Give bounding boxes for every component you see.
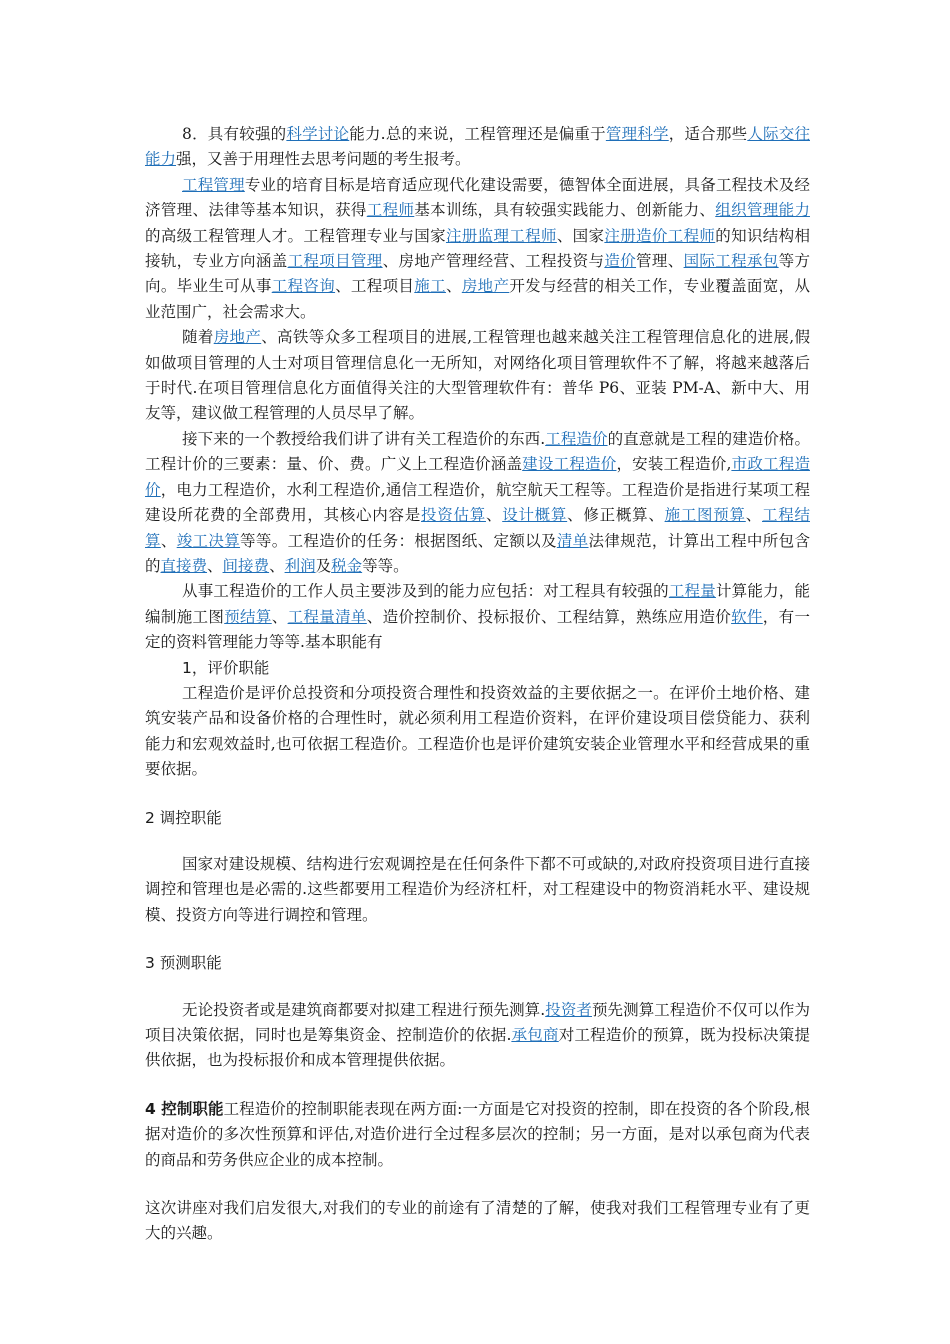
text-run: 的知识结构相接轨，专业方向涵盖	[145, 226, 810, 271]
text-run: 基本训练，具有较强实践能力、创新能力、	[414, 201, 716, 220]
text-run: 对工程造价的预算，既为投标决策提供依据，也为投标报价和成本管理提供依据。	[145, 1026, 810, 1070]
hyperlink[interactable]: 房地产	[461, 277, 510, 296]
text-run: 及	[315, 556, 332, 575]
hyperlink[interactable]: 建设工程造价	[522, 455, 617, 474]
text-run: 等方向。毕业生可从事	[145, 252, 810, 296]
hyperlink[interactable]: 预结算	[224, 607, 272, 626]
heading-regulation	[145, 806, 810, 831]
hyperlink[interactable]: 工程管理	[182, 175, 245, 194]
hyperlink[interactable]: 利润	[284, 556, 316, 575]
spacer	[145, 1074, 810, 1097]
text-run: 、	[485, 506, 503, 525]
spacer	[145, 977, 810, 998]
text-run: 无论投资者或是建筑商都要对拟建工程进行预先测算.	[182, 1000, 546, 1019]
section-label: 基本职能有	[304, 633, 383, 652]
paragraph-5	[145, 579, 810, 655]
paragraph-regulation	[145, 852, 810, 928]
text-run: 计算能力，能编制施工图	[145, 582, 810, 626]
hyperlink[interactable]: 工程师	[366, 201, 415, 220]
text-run: 、修正概算、	[567, 506, 665, 525]
text-run: 法律规范，计算出工程中所包含的	[145, 531, 810, 575]
spacer	[145, 831, 810, 852]
text-run: 工程造价是评价总投资和分项投资合理性和投资效益的主要依据之一。在评价土地价格、建筑安装产品和设备价格的合理性时，就必须利用工程造价资料，在评价建设项目偿贷能力、获利能力和宏观效益时,也可依据工程造价。工程造价也是评价建筑安装企业管理水平和经营成果的重要依据。	[145, 683, 810, 779]
hyperlink[interactable]: 税金	[331, 556, 363, 575]
spacer	[145, 928, 810, 951]
hyperlink[interactable]: 管理科学	[605, 125, 669, 143]
hyperlink[interactable]: 人际交往能力	[145, 125, 810, 169]
hyperlink[interactable]: 工程量	[668, 582, 716, 601]
text-run: 管理、	[636, 252, 684, 271]
text-run: 、	[745, 506, 763, 525]
text-run: ，安装工程造价,	[616, 455, 732, 474]
text-run: 预先测算工程造价不仅可以作为项目决策依据，同时也是筹集资金、控制造价的依据.	[145, 1000, 810, 1044]
section-label: 2 调控职能	[145, 808, 222, 827]
text-run: 、造价控制价、投标报价、工程结算，熟练应用造价	[366, 607, 732, 626]
hyperlink[interactable]: 造价	[604, 252, 637, 271]
heading-prediction	[145, 951, 810, 976]
text-run: 等等。	[362, 556, 409, 575]
hyperlink[interactable]: 工程咨询	[271, 277, 336, 296]
text-run: 、国家	[556, 226, 605, 245]
hyperlink[interactable]: 施工图预算	[664, 506, 746, 525]
section-label: 3 预测职能	[145, 954, 222, 973]
text-run: 开发与经营的相关工作，专业覆盖面宽，从业范围广，社会需求大。	[145, 277, 810, 321]
text-run: ，适合那些	[668, 125, 748, 143]
text-run: 从事工程造价的工作人员主要涉及到的能力应包括：对工程具有较强的	[182, 582, 669, 601]
paragraph-control	[145, 1097, 810, 1173]
hyperlink[interactable]: 工程项目管理	[287, 252, 383, 271]
hyperlink[interactable]: 工程造价	[545, 429, 608, 448]
document-body	[145, 122, 810, 1247]
text-run: 接下来的一个教授给我们讲了讲有关工程造价的东西.	[182, 429, 546, 448]
hyperlink[interactable]: 间接费	[222, 556, 270, 575]
heading-evaluation	[145, 656, 810, 681]
spacer	[145, 783, 810, 806]
paragraph-conclusion	[145, 1196, 810, 1247]
text-run: 、高铁等众多工程项目的进展,工程管理也越来越关注工程管理信息化的进展,假如做项目管理的人士对项目管理信息化一无所知，对网络化项目管理软件不了解，将越来越落后于时代.在项目管理信息化方面值得关注的大型管理软件有：普华 P6、亚装 PM-A、新中大、用友等，建议做工程管理的人员尽早了解。	[145, 328, 810, 423]
hyperlink[interactable]: 工程结算	[145, 506, 810, 550]
text-run: 、房地产管理经营、工程投资与	[382, 252, 605, 271]
hyperlink[interactable]: 组织管理能力	[715, 201, 810, 220]
hyperlink[interactable]: 科学讨论	[286, 125, 350, 143]
text-run: 随着	[182, 328, 214, 347]
spacer	[145, 1173, 810, 1196]
hyperlink[interactable]: 设计概算	[502, 506, 568, 525]
section-label: 1，评价职能	[182, 658, 270, 677]
paragraph-1	[145, 122, 810, 173]
text-run: 能力.总的来说，工程管理还是偏重于	[349, 125, 606, 143]
paragraph-2	[145, 173, 810, 325]
text-run: 的高级工程管理人才。工程管理专业与国家	[145, 226, 446, 245]
hyperlink[interactable]: 投资估算	[421, 506, 486, 525]
text-run: 等等。工程造价的任务：根据图纸、定额以及	[240, 531, 557, 550]
hyperlink[interactable]: 工程量清单	[287, 607, 367, 626]
text-run: ，有一定的资料管理能力等等.	[145, 607, 810, 652]
text-run: 、	[269, 556, 285, 575]
hyperlink[interactable]: 软件	[731, 607, 763, 626]
hyperlink[interactable]: 注册监理工程师	[445, 226, 557, 245]
hyperlink[interactable]: 施工	[414, 277, 446, 296]
text-run: 这次讲座对我们启发很大,对我们的专业的前途有了清楚的了解，使我对我们工程管理专业有了更大的兴趣。	[145, 1199, 810, 1243]
hyperlink[interactable]: 竣工决算	[176, 531, 241, 550]
hyperlink[interactable]: 投资者	[545, 1000, 592, 1019]
hyperlink[interactable]: 国际工程承包	[683, 252, 779, 271]
text-run: ，电力工程造价，水利工程造价,通信工程造价，航空航天工程等。工程造价是指进行某项工程建设所花费的全部费用，其核心内容是	[145, 480, 810, 525]
text-run: 工程造价的控制职能表现在两方面:一方面是它对投资的控制，即在投资的各个阶段,根据对造价的多次性预算和评估,对造价进行全过程多层次的控制；另一方面，是对以承包商为代表的商品和劳务供应企业的成本控制。	[145, 1099, 811, 1169]
text-run: 、	[160, 531, 177, 550]
text-run: 国家对建设规模、结构进行宏观调控是在任何条件下都不可或缺的,对政府投资项目进行直接调控和管理也是必需的.这些都要用工程造价为经济杠杆，对工程建设中的物资消耗水平、建设规模、投资方向等进行调控和管理。	[145, 854, 810, 924]
text-run: 、	[445, 277, 462, 296]
text-run: 8．具有较强的	[182, 125, 287, 143]
paragraph-4	[145, 427, 810, 579]
text-run: 专业的培育目标是培育适应现代化建设需要，德智体全面进展，具备工程技术及经济管理、法律等基本知识，获得	[145, 175, 810, 220]
section-label: 4 控制职能	[145, 1099, 224, 1118]
text-run: 的直意就是工程的建造价格。工程计价的三要素：量、价、费。广义上工程造价涵盖	[145, 429, 810, 474]
hyperlink[interactable]: 直接费	[160, 556, 208, 575]
hyperlink[interactable]: 注册造价工程师	[604, 226, 716, 245]
paragraph-evaluation	[145, 681, 810, 783]
paragraph-3	[145, 325, 810, 427]
paragraph-prediction	[145, 998, 810, 1074]
hyperlink[interactable]: 清单	[556, 531, 589, 550]
hyperlink[interactable]: 承包商	[511, 1026, 559, 1044]
hyperlink[interactable]: 市政工程造价	[145, 455, 810, 499]
text-run: 、	[271, 607, 288, 626]
text-run: 、	[207, 556, 223, 575]
text-run: 强，又善于用理性去思考问题的考生报考。	[176, 150, 471, 169]
hyperlink[interactable]: 房地产	[213, 328, 262, 347]
text-run: 、工程项目	[335, 277, 415, 296]
